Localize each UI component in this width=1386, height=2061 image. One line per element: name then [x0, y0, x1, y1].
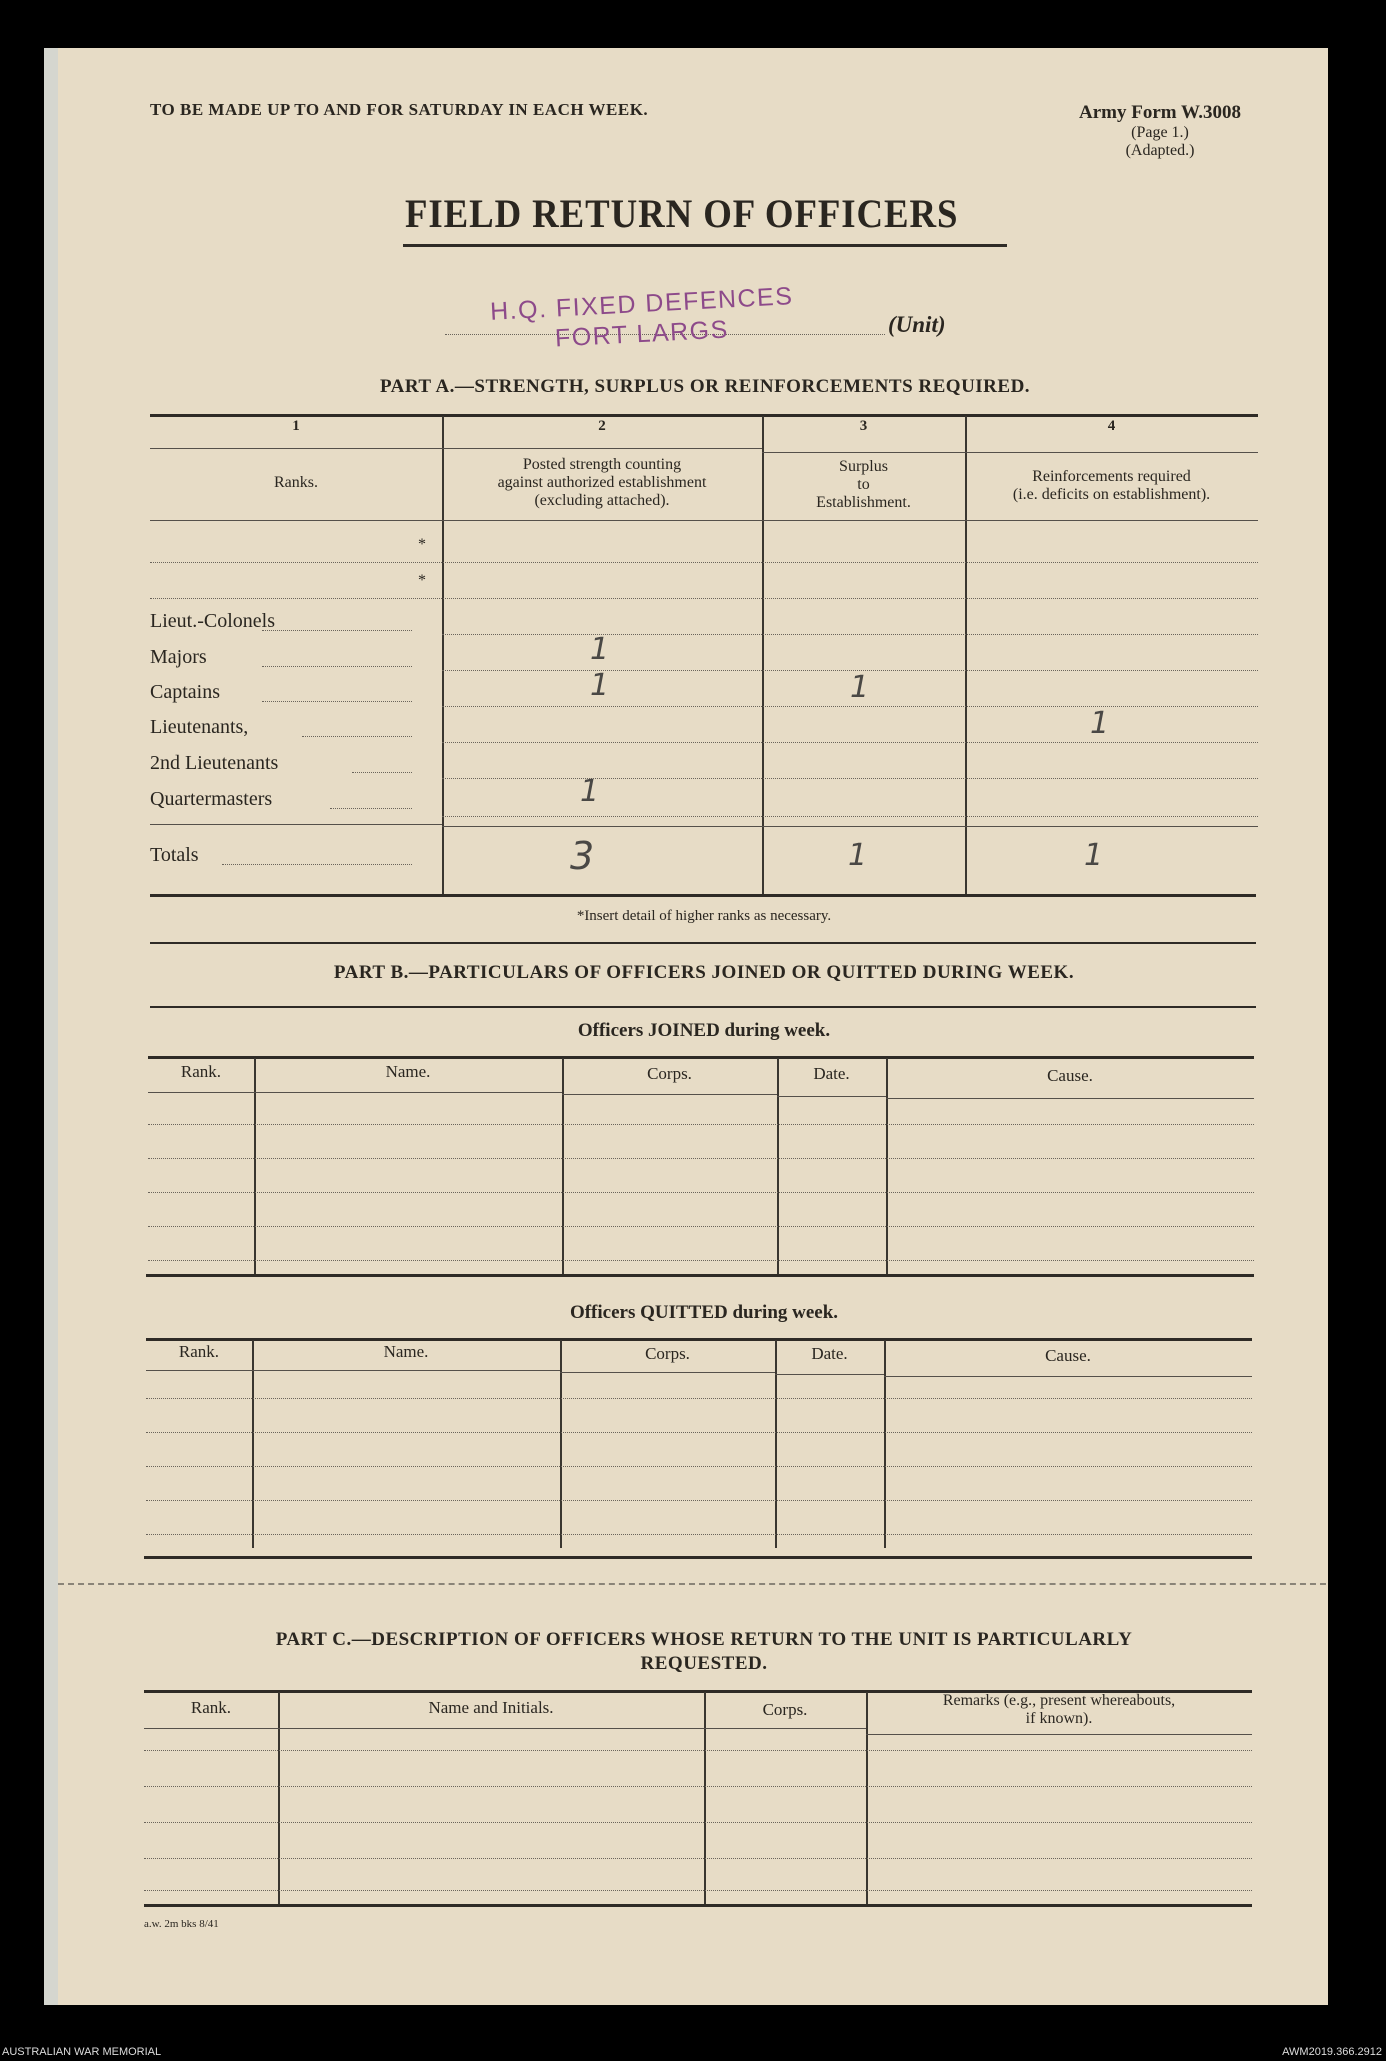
- quitted-col-rank: Rank.: [178, 1342, 220, 1361]
- majors-posted-value: 1: [590, 632, 610, 667]
- joined-col-name: Name.: [385, 1062, 431, 1081]
- reinforcements-header: Reinforcements required (i.e. deficits on establishment).: [1012, 468, 1211, 503]
- col-number-2: 2: [598, 418, 606, 434]
- captains-surplus-value: 1: [850, 670, 870, 705]
- totals-label: Totals: [150, 844, 199, 866]
- quitted-col-cause: Cause.: [1045, 1346, 1091, 1365]
- title-underline: [403, 244, 1007, 247]
- weekly-instruction: TO BE MADE UP TO AND FOR SATURDAY IN EACH WEEK.: [150, 100, 649, 119]
- form-number: Army Form W.3008: [1078, 102, 1241, 123]
- surplus-header: Surplus to Establishment.: [816, 458, 911, 511]
- part-b-heading: PART B.—PARTICULARS OF OFFICERS JOINED OR QUITTED DURING WEEK.: [333, 962, 1075, 983]
- unit-stamp-line2: FORT LARGS: [554, 315, 730, 353]
- col-number-1: 1: [292, 418, 300, 434]
- joined-col-date: Date.: [813, 1064, 850, 1083]
- ranks-header: Ranks.: [274, 474, 318, 491]
- part-c-heading: PART C.—DESCRIPTION OF OFFICERS WHOSE RETURN TO THE UNIT IS PARTICULARLY REQUESTED.: [275, 1629, 1133, 1674]
- lieutenants-reinforcements-value: 1: [1090, 706, 1110, 741]
- part-a-footnote: *Insert detail of higher ranks as necessary.: [576, 908, 832, 924]
- part-a-bottom-rule: [150, 894, 1256, 897]
- quitted-col-name: Name.: [383, 1342, 429, 1361]
- rank-lieut-colonels: Lieut.-Colonels: [150, 610, 275, 632]
- totals-reinforcements-value: 1: [1084, 838, 1104, 873]
- page-title: FIELD RETURN OF OFFICERS: [405, 191, 959, 236]
- joined-col-corps: Corps.: [647, 1064, 692, 1083]
- rank-2nd-lieutenants: 2nd Lieutenants: [150, 752, 279, 774]
- paper-edge-strip: [44, 48, 58, 2005]
- rank-majors: Majors: [150, 646, 207, 668]
- captains-posted-value: 1: [590, 668, 610, 703]
- adapted-note: (Adapted.): [1125, 142, 1195, 159]
- col-number-3: 3: [859, 418, 868, 434]
- archive-id: AWM2019.366.2912: [1282, 2046, 1382, 2058]
- totals-surplus-value: 1: [848, 838, 868, 873]
- part-c-col-corps: Corps.: [762, 1700, 808, 1719]
- quitted-col-date: Date.: [811, 1344, 848, 1363]
- joined-heading: Officers JOINED during week.: [577, 1020, 831, 1041]
- part-c-col-name: Name and Initials.: [428, 1698, 554, 1717]
- print-code: a.w. 2m bks 8/41: [144, 1918, 219, 1930]
- asterisk-row-1: *: [418, 536, 426, 553]
- rank-lieutenants: Lieutenants,: [150, 716, 249, 738]
- rank-captains: Captains: [150, 681, 220, 703]
- asterisk-row-2: *: [418, 572, 426, 589]
- perforation-line: [58, 1583, 1326, 1585]
- quartermasters-posted-value: 1: [580, 774, 600, 809]
- joined-col-rank: Rank.: [180, 1062, 222, 1081]
- archive-credit: AUSTRALIAN WAR MEMORIAL: [2, 2046, 162, 2058]
- totals-posted-value: 3: [570, 834, 595, 878]
- part-a-top-rule: [150, 414, 1258, 417]
- quitted-col-corps: Corps.: [645, 1344, 690, 1363]
- part-a-heading: PART A.—STRENGTH, SURPLUS OR REINFORCEMENTS REQUIRED.: [379, 376, 1031, 397]
- part-c-col-remarks: Remarks (e.g., present whereabouts, if known).: [942, 1692, 1176, 1727]
- posted-strength-header: Posted strength counting against authorized establishment (excluding attached).: [497, 456, 707, 509]
- rank-quartermasters: Quartermasters: [150, 788, 273, 810]
- joined-col-cause: Cause.: [1047, 1066, 1093, 1085]
- col-number-4: 4: [1107, 418, 1116, 434]
- unit-label: (Unit): [888, 312, 946, 337]
- part-c-col-rank: Rank.: [190, 1698, 232, 1717]
- quitted-heading: Officers QUITTED during week.: [569, 1302, 839, 1323]
- page-number: (Page 1.): [1131, 124, 1189, 141]
- unit-stamp-line1: H.Q. FIXED DEFENCES: [489, 282, 795, 326]
